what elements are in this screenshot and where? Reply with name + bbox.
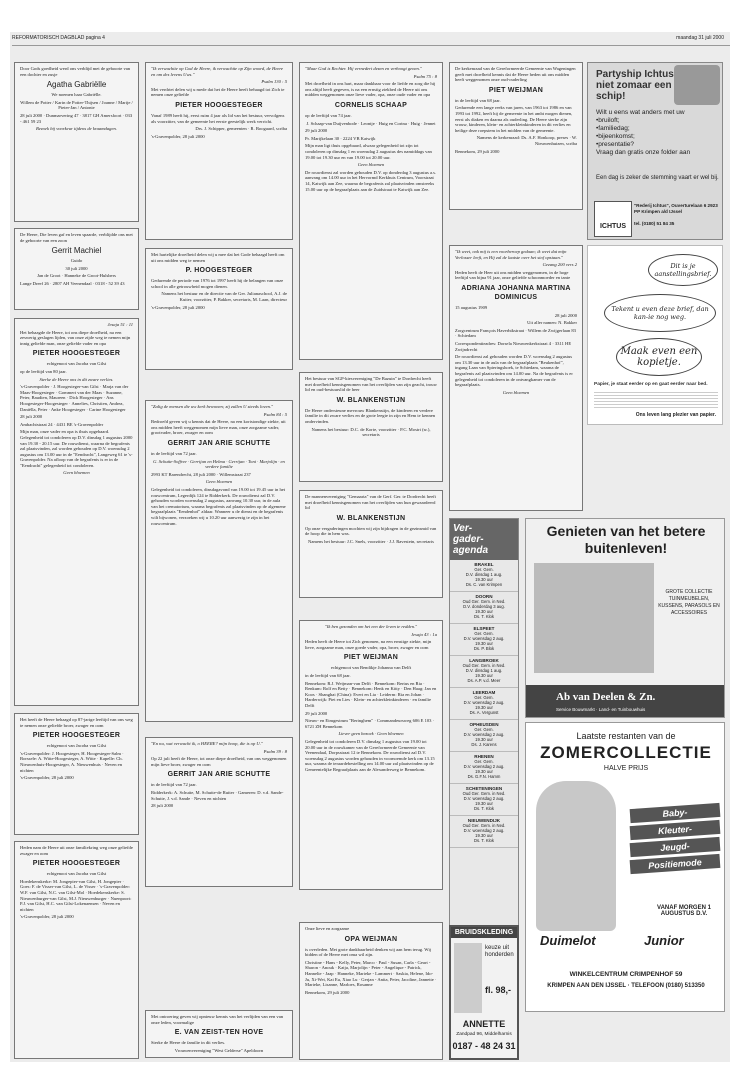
notice-death-hoogesteger-school [145, 248, 293, 370]
notice-age: in de leeftijd van 72 jaar. [151, 450, 197, 456]
notice-death-schutte-2 [145, 737, 293, 887]
notice-sub: We noemen haar Gabriëlle. [51, 92, 102, 98]
notice-family: Bennekom: R.J. Weijman-van Delft · Bennekom: Bertus en Ria · Renkum: Rolf en Betty · Bennekom: Henk en Kitty · Den Haag: Jan en Koos · Shanghai (China): Evert en Lia · Leiderm: Ria en Johan · Harderwijk: Piet en Lies · Klein- en achterkleinkinderen · en familie Delft [305, 680, 437, 708]
notice-text: Het behaagde de Heere, tot ons diepe droefheid, na een zeswerig geslagen lijden, van onze zijde weg te nemen mijn innig geliefde man, onze geliefde vader en opa [20, 329, 131, 346]
notice-name: CORNELIS SCHAAP [334, 101, 408, 109]
agenda-church: Ger. Gem. [474, 727, 494, 732]
agenda-item [450, 720, 518, 752]
zomer-title: ZOMERCOLLECTIE [540, 743, 712, 762]
agenda-place: RHENEN [474, 754, 494, 759]
notice-name: PIETER HOOGESTEGER [32, 860, 121, 868]
bubble-1: Dit is je aanstellingsbrief. [648, 254, 718, 286]
notice-family: 's-Gravenpolder · J. Hoogesteger-van Gilst · Marja van der Maas-Hoogesteger · Gommert van der Maas · Suzanne, Peter, Baudien, Maureen · Dick Hoogesteger · Ans Hoogesteger-Hoogesteger · Annelies, Christien, Andrea, Daniëlla, Peter · Anke Hoogesteger · Carine Hoogesteger [20, 384, 129, 412]
notice-verse-ref: Gezang 200 vers 2 [542, 262, 577, 268]
notice-date: 30 juli 2000 [65, 265, 88, 271]
agenda-time: 19.30 uur [475, 673, 493, 678]
bruids-address: Zandpad 96, Middelharnis [456, 1032, 512, 1037]
notice-date: 's-Gravenpolder, 28 juli 2000 [20, 914, 74, 920]
ichtus-lines [596, 109, 716, 157]
notice-verse: "Ik weet, ook mij is een voorberoep gedaan; ik weet dat mijn Verlosser leeft, en Hij zal de laatste over het stof opstaan." [455, 249, 567, 260]
notice-address: Pr. Marijkelaan 30 · 2224 VB Katwijk [305, 135, 376, 141]
notice-verse-ref: Psalm 39 : 8 [263, 748, 287, 754]
agenda-list [450, 560, 518, 848]
notice-date: Bennekom, 29 juli 2000 [455, 148, 500, 154]
agenda-who: Ds. J. Karens [471, 742, 497, 747]
notice-birth-agatha [14, 62, 139, 222]
agenda-time: 19.30 uur [475, 769, 493, 774]
zomer-tag: Positiemode [630, 854, 721, 874]
notice-death-blankenstijn-1 [299, 372, 443, 482]
papier-smallprint [594, 390, 718, 408]
notice-text: Onze lieve en zorgzame [305, 926, 350, 931]
notice-text: De mannenvereniging "Gemaaria" van de Gerf. Ger. te Dordrecht heeft met droefheid kennisgenomen van het overlijden van hun gewaardeerd lid [305, 494, 436, 511]
genieten-footer [526, 685, 725, 718]
bruids-shop: ANNETTE [462, 1019, 506, 1029]
notice-body: Op onze vergaderingen mochten wij zijn bijdragen in de gezinsmid van de hoop die in hem was. [305, 525, 437, 537]
notice-death-weijman-1 [299, 620, 443, 890]
ichtus-line: •bijeenkomst; [596, 133, 635, 140]
notice-body: Sterke de Heere de familie in dit verlies. [151, 1040, 226, 1046]
agenda-who: Ds. A.P. v.d. Meer [467, 678, 501, 683]
notice-body: Gedurende een lange reeks van jaren, van 1963 tot 1986 en van 1993 tot 1992, heeft hij de gemeente in het ambt mogen dienen, eerst als diaken en daarna als ouderling. De Heere sterke zijn vrouw, kinderen, klein- en achterkleinkinderen in dit verlies en heilige deze roepstem in het midden van de gemeente. [455, 105, 573, 133]
agenda-church: Ger. Gem. [474, 567, 494, 572]
notice-age: in de leeftijd van 68 jaar. [305, 672, 351, 678]
agenda-place: LEERDAM [472, 690, 496, 695]
agenda-who: Ds. T. Klok [474, 806, 494, 811]
agenda-time: 19.30 uur [475, 737, 493, 742]
notice-intro: Door Gods goedheid werd ons verblijd met de geboorte van een dochter en zusje [20, 66, 131, 77]
agenda-header: Ver- gader- agenda [450, 519, 518, 560]
notice-date: 29 juli 2000 [305, 128, 328, 134]
notice-age: op de leeftijd van 80 jaar. [20, 368, 67, 374]
agenda-when: D.V. dinsdag 1 aug. [465, 668, 503, 673]
agenda-item [450, 560, 518, 592]
notice-birth-gerrit [14, 228, 139, 310]
notice-end: Geen bloemen [357, 162, 385, 168]
notice-family: Hoedekenskerke: M. Jongepier-van Gilst, H. Jongepier · Goes: F. de Visser-van Gilst, L. de Visser · 's-Gravenpolder: W.F. van Gilst, N.C. van Gilst-Mol · Hoedekenskerke: S. Nieuwenburger-van Gilst, M.J. Nieuwenburger · Nuenpoort: P.J. van Gilst, H.C. van Gilst-Lokenaensen · Neven en nichten [20, 878, 132, 912]
ichtus-headline: Partyship Ichtus niet zomaar een schip! [596, 69, 674, 102]
ichtus-line: Vraag dan gratis onze folder aan [596, 149, 691, 156]
agenda-who: Ds. G.F.N. Hamm [467, 774, 501, 779]
notice-body: Gelegenheid tot condoleren D.V. dinsdag 1 augustus van 19.00 tot 20.00 uur in de rouwkamer van de Gereformeerde Gemeente van Veenendaal, Dorpsstraat 12 te Bennekom. De rouwdienst zal D.V. woensdag 2 augustus worden gehouden in voornoemde kerk om 13.15 uur, waarna de teraardebestelling om 14.00 uur zal plaatsvinden op de Gemeentelijke Begraafplaats aan de Alexanderweg te Bennekom. [305, 738, 435, 772]
notice-name: PIETER HOOGESTEGER [32, 732, 121, 740]
notice-age: op de leeftijd van 74 jaar. [305, 112, 352, 118]
genieten-sub: GROTE COLLECTIE TUINMEUBELEN, KUSSENS, PARASOLS EN ACCESSOIRES [658, 589, 720, 616]
agenda-place: OPHEUSDEN [469, 722, 499, 727]
notice-sign: Namens het bestuur: J.C. Snels, voorzitter · J.J. Ravestein, secretaris [308, 538, 434, 544]
papier-slogan: Ons leven lang plezier van papier. [635, 412, 716, 418]
ad-bruidskleding [449, 925, 519, 1060]
zomer-top: Laatste restanten van de [576, 731, 676, 741]
notice-sub: Guido [70, 258, 83, 264]
ichtus-line: •familiedag; [596, 125, 630, 132]
notice-sub: echtgenoot van Jacoba van Gilst [46, 361, 107, 367]
notice-name: PIETER HOOGESTEGER [175, 101, 263, 109]
notice-name: PIETER HOOGESTEGER [32, 350, 121, 358]
shop-sub: Service Bouwmarkt · Land- en Tuinbouwhuis [556, 707, 646, 712]
notice-body: Mijn man ligt thuis opgebaard, alwaar gelegenheid tot zijn tot condoleren op dinsdag 1 en woensdag 2 augustus des namiddags van 19.00 tot 19.30 uur en van 19.00 tot 20.00 uur. [305, 143, 432, 160]
notice-death-dominicus [449, 245, 583, 511]
notice-address: Zorgcentrum François Haverhtkstraat · Willem de Zwijgerlaan 83 · Schiedam [455, 327, 576, 339]
notice-name: E. VAN ZEIST-TEN HOVE [174, 1029, 264, 1037]
agenda-place: DOORN [475, 594, 493, 599]
notice-body: Gedurende de periode van 1976 tot 1997 heeft hij de belangen van onze school in alle getrouwheid mogen dienen. [151, 278, 284, 289]
zomer-address: KRIMPEN AAN DEN IJSSEL · TELEFOON (0180) 513350 [547, 983, 705, 989]
notice-death-hoogesteger-1 [14, 318, 139, 706]
bruids-price: fl. 98,- [485, 985, 512, 995]
agenda-place: ELSPEET [473, 626, 495, 631]
agenda-church: Ger. Gem. [474, 759, 494, 764]
agenda-who: Ds. T. Klok [474, 614, 494, 619]
agenda-place: BRAKEL [474, 562, 494, 567]
notice-text: Heden heeft de Heere tot Zich genomen, na een ernstige ziekte, mijn lieve, zorgzame man, onze goede vader, opa, broer, zwager en oom [305, 639, 432, 650]
agenda-time: 19.30 uur [475, 609, 493, 614]
notice-name: GERRIT JAN ARIE SCHUTTE [167, 771, 271, 779]
notice-text: Met verdriet delen wij u mede dat het de Heere heeft behaagd tot Zich te nemen onze geliefde [151, 86, 285, 98]
brand-junior: Junior [644, 933, 684, 948]
notice-family: Jan de Groot · Hanneke de Groot-Hulsbers [37, 273, 116, 279]
agenda-item [450, 624, 518, 656]
shop-name: Ab van Deelen & Zn. [556, 691, 656, 703]
notice-text: Met droefheid in ons hart, maar dankbaar voor de liefde en zorg die hij ons altijd heeft gegeven, is na een ernstig ziekbed de Heere uit ons midden weggenomen onze lieve vader, opa, onze oude vader en opa [305, 81, 436, 98]
header-left: REFORMATORISCH DAGBLAD pagina 4 [12, 35, 105, 41]
notice-date: 's-Gravenpolder, 28 juli 2000 [151, 133, 205, 139]
agenda-when: D.V. dinsdag 1 aug. [465, 572, 503, 577]
notice-address: Nieuw- en Eimgestrum "Beringhem" · Commandeursweg 606 E 103 · 6721 ZH Bennekom [305, 718, 435, 729]
notice-sub: echtgenoot van Jacoba van Gilst [46, 743, 107, 749]
agenda-item [450, 592, 518, 624]
ad-papier [587, 245, 723, 425]
notice-verse-ref: Psalm 130 : 5 [261, 79, 287, 85]
notice-date: Bennekom, 29 juli 2000 [305, 989, 350, 995]
notice-name: ADRIANA JOHANNA MARTINA DOMINICUS [461, 284, 571, 301]
notice-family: Christine - Hans - Kelly, Peter, Marco · Paul - Susan, Carla - Geart - Sharon - Anouk · Katja, Marjolijn - Peter - Angelique - Patrick, Hannelie - Jaap · Hanneke, Marieke - Lammert · Saskia, Helene, Ido-Ju, Xi-Wei, Kai Eu, Xiao Lu · Gerjan - Anita, Peter, Jacoline, Jannette · Marieke, Lisanne, Marloes, Rosanne [305, 959, 437, 988]
ad-ab-van-deelen [525, 518, 725, 718]
notice-name: PIET WEIJMAN [343, 654, 399, 662]
notice-name: P. HOOGESTEGER [185, 267, 253, 275]
agenda-church: Ger. Gem. [474, 695, 494, 700]
notice-death-weijman-church [449, 62, 583, 210]
agenda-who: Ds. C. van Krimpen [465, 582, 503, 587]
notice-family: Ridderkerk: A. Schutte, M. Schutte-de Ruiter · Gameren: D. v.d. Sande-Schutte, J. v.d. Sande · Neven en nichten [151, 789, 284, 801]
agenda-who: Ds. T. Klok [474, 838, 494, 843]
agenda-who: Ds. P. Blok [473, 646, 495, 651]
notice-date: 's-Gravenpolder, 28 juli 2000 [20, 775, 74, 781]
notice-death-schaap [299, 62, 443, 360]
agenda-church: Oud Ger. Gem. in Ned. [462, 663, 506, 668]
agenda-time: 19.30 uur [475, 801, 493, 806]
notice-age: in de leeftijd van 72 jaar. [151, 782, 197, 788]
notice-death-hoogesteger-church [145, 62, 293, 240]
notice-body: is overleden. Met grote dankbaarheid denken wij aan hem terug. Wij bidden of de Heere met oma wil zijn. [305, 946, 432, 958]
notice-address: Lange Dreef 26 · 2807 AH Veenendaal · 0318 - 52 39 43 [20, 280, 125, 286]
notice-family: Willem de Potter / Karin de Potter-Thijsen / Joanne / Marije / Pieter-Jan / Antonie [20, 99, 133, 111]
agenda-item [450, 752, 518, 784]
zomer-tags [630, 803, 720, 874]
zomer-tag: Baby- [630, 803, 721, 823]
notice-date: 15 augustus 1909 [455, 304, 488, 310]
notice-sub: echtgenoot van Jacoba van Gilst [46, 871, 107, 877]
notice-name: W. BLANKENSTIJN [336, 514, 406, 522]
agenda-time: 19.30 uur [475, 705, 493, 710]
ichtus-line: Wilt u eens wat anders met uw [596, 109, 685, 116]
notice-address: Ambachtstraat 24 · 4431 BE 's-Gravenpolder [20, 421, 104, 427]
notice-death-hoogesteger-2 [14, 713, 139, 835]
notice-text: Met hartelijke droefheid delen wij u mee dat het Gode behaagd heeft om uit ons midden weg te nemen [151, 252, 285, 263]
ad-ichtus [587, 62, 723, 240]
notice-sub: echtgenoot van Bendikje Johanna van Delft [330, 665, 412, 671]
notice-verse: "Zalig de mensen die uw kerk bewonen; zij zullen U steeds loven." [151, 404, 273, 409]
agenda-church: Oud Ger. Gem. in Ned. [462, 791, 506, 796]
notice-death-opa-weijman [299, 922, 443, 1060]
notice-text: De kerkenraad van de Gereformeerde Gemeente van Wageningen geeft met droefheid kennis dat de Heere heden uit ons midden heeft weggenomen onze oud-ouderling [455, 66, 576, 83]
agenda-when: D.V. woensdag 2 aug. [463, 700, 505, 705]
agenda-item [450, 816, 518, 848]
header-right: maandag 31 juli 2000 [676, 35, 724, 41]
ichtus-logo: ICHTUS [594, 201, 632, 237]
notice-text: Bedroefd geven wij u kennis dat de Heere, na een kortstondige ziekte, uit ons midden heeft weggenomen mijn lieve man, onze zorgzame vader, grootvader, broer, zwager en oom [151, 419, 286, 436]
agenda-time: 19.30 uur [475, 577, 493, 582]
zomer-tag: Kleuter- [630, 820, 721, 840]
notice-correspondence: Correspondentieadres: Dorsela Nieuwenkerkstraat 4 · 3311 HE Zwijndrecht [455, 340, 572, 352]
notice-death-schutte-1 [145, 400, 293, 722]
agenda-who: Ds. A. Vergunst [469, 710, 499, 715]
agenda-place: SCHETENINGEN [465, 786, 503, 791]
notice-sign: Uit aller namen: N. Bakker [527, 320, 577, 326]
notice-end: Geen bloemen [63, 470, 90, 476]
bubble-2: Tekent u even deze brief, dan kan-ie nog weg. [604, 294, 716, 332]
notice-body: De Heere ondersteune mevrouw Blankenstijn, de kinderen en verdere familie in dit zware verlies en de grote leegte in zijn en Hem te kennen ondervinden. [305, 407, 436, 424]
notice-body: Gelegenheid tot condoleren, dinsdagavond van 19.00 tot 19.45 uur in het rouwcentrum, Legerdijk 124 te Ridderkerk. De rouwdienst zal D.V. gehouden worden woensdag 2 augustus, aanvang 10.30 uur, in de aula van het crematorium, waarna begrafenis zal plaatsvinden op de algemene begraafplaats "Eendenhof" aldaar. Wanneer u de dienst en de begrafenis wilt bijwonen, verzoeken wij u 10.20 uur aanwezig te zijn in het rouwcentrum. [151, 486, 286, 526]
notice-sign: Namens het bestuur: D.C. de Korte, voorzitter · P.C. Mostrt (sr.), secretaris [311, 426, 431, 438]
notice-note: Bezoek bij voorkeur tijdens de kraamdagen. [36, 126, 117, 132]
agenda-when: D.V. woensdag 2 aug. [463, 764, 505, 769]
notice-end: Geen bloemen [502, 389, 530, 395]
notice-date-2: 28 juli 2000 [554, 312, 577, 318]
ichtus-phone: tel. (0180) 51 84 35 [634, 221, 675, 226]
notice-body: Vanaf 1989 heeft hij, eerst ruim 4 jaar als lid van het bestuur, vervolgens als voorzitter, van de gemeente het eerste geestelijk werk verricht. [151, 112, 285, 124]
agenda-when: D.V. woensdag 2 aug. [463, 828, 505, 833]
page-header [12, 33, 730, 46]
zomer-center: WINKELCENTRUM CRIMPENHOF 59 [569, 971, 683, 978]
notice-body: Mijn man, onze vader en opa is thuis opgebaard. Gelegenheid tot condoleren op D.V. dinsdag 1 augustus 2000 van 19.30 - 20.15 uur. De rouwdienst, waarna de begrafenis zal plaatsvinden, zal worden gehouden op D.V. woensdag 2 augustus om 13.00 uur in de "Eendracht", Langeweg 61 te 's-Gravenpolder. Na afloop van de begrafenis is er in de "Eendracht" gelegenheid tot condoleren. [20, 429, 133, 468]
agenda-item [450, 688, 518, 720]
notice-text: Op 22 juli heeft de Heere, tot onze diepe droefheid, van ons weggenomen mijn lieve broer, zwager en oom [151, 756, 287, 767]
notice-name: GERRIT JAN ARIE SCHUTTE [167, 439, 271, 447]
notice-verse: "En nu, wat verwacht ik, o HEERE? mijn hoop, die is op U." [151, 741, 263, 746]
notice-sign: Namens de kerkenraad: Ds. A.F. Honkoop, preses · W. Nieuwenhuizen, scriba [476, 135, 577, 146]
bruids-phone: 0187 - 48 24 31 [452, 1041, 516, 1051]
garden-photo [534, 563, 654, 673]
ichtus-line: •presentatie? [596, 141, 635, 148]
notice-verse-ref: Psalm 75 : 8 [413, 73, 437, 79]
zomer-half: HALVE PRIJS [603, 765, 649, 772]
notice-verse: Jesaja 51 : 11 [107, 322, 133, 327]
notice-text: Het bestuur van SGP-kiesvereniging "De Bazuin" te Dordrecht heeft met droefheid kennisgenomen van het overlijden van zijn geacht, trouw lid en oud-bestuurslid de heer [305, 376, 437, 393]
genieten-title: Genieten van het betere buitenleven! [546, 523, 706, 556]
notice-date: 28 juli 2000 [20, 414, 43, 420]
notice-date: 28 juli 2000 [151, 803, 174, 809]
agenda-place: LANGBROEK [469, 658, 499, 663]
notice-date: 's-Gravenpolder, 28 juli 2000 [151, 304, 205, 310]
notice-text: Met ontroering geven wij opnieuw kennis van het verlijden van een van onze leden, voormalige [151, 1014, 284, 1025]
notice-verse-ref: Jesaja 43 : 1a [411, 631, 437, 637]
notice-sign: Drs. J. Schipper, gemeenten · R. Boogaard, scriba [195, 126, 287, 132]
papier-footline: Papier, je staat eerder op en gaat eerder naar bed. [594, 382, 708, 387]
notice-sign: Namens het bestuur en de directie van de Ger. Julianaschool, A.J. de Kuiter, voorzitter, P. Bakker, secretaris, M. Laan, directeur [161, 291, 287, 302]
zomer-tag: Jeugd- [630, 837, 721, 857]
notice-name: Agatha Gabriëlle [46, 80, 107, 90]
notice-verse-ref: Psalm 84 : 5 [263, 411, 287, 417]
agenda-when: D.V. woensdag 2 aug. [463, 796, 505, 801]
notice-end: Geen bloemen [205, 479, 233, 485]
ichtus-address: "Rederij Ichtus", Ouverturelaan 6 2923 PP Krimpen a/d IJssel [634, 203, 718, 214]
notice-death-blankenstijn-2 [299, 490, 443, 598]
child-photo [536, 781, 616, 931]
notice-name: OPA WEIJMAN [344, 935, 398, 943]
agenda-item [450, 784, 518, 816]
ad-zomercollectie [525, 722, 725, 1012]
agenda-when: D.V. woensdag 2 aug. [463, 732, 505, 737]
notice-body: De rouwdienst zal gehouden worden D.V. woensdag 2 augustus om 13.30 uur in de aula van de begraafplaats "Beukenhof", ingang Laan van Spieringshoek, te Schiedam, waarna de begrafenis zal plaatsvinden om 14.00 uur. Na de begrafenis is er gelegenheid tot condoleren in de ontvangkamer van de begraafplaats. [455, 354, 573, 388]
notice-death-hoogesteger-3 [14, 841, 139, 1059]
notice-sign: Vrouwenvereniging "West Gelderse" Apeldoorn [174, 1047, 264, 1053]
ichtus-line: •bruiloft; [596, 117, 620, 124]
brand-duimelot: Duimelot [540, 933, 596, 948]
bruids-line: keuze uit honderden [485, 945, 514, 958]
notice-text: Heden heeft de Heer uit ons midden weggenomen, in de hoge leeftijd van bijna 91 jaar, onze geliefde schoonmoeder en tante [455, 269, 571, 281]
notice-family: 's-Gravenpolder: J. Hoogesteger, H. Hoogesteger-Salm · Borssele: A. Witte-Hoogesteger, A. Witte · Kapelle: Ch. Nieuwenhuis-Hoogesteger, A. Nieuwenhuis · Neven en nichten [20, 750, 124, 773]
notice-address: 28 juli 2000 · Dunmarvering 47 · 3817 GH Amersfoort · 033 - 461 59 23 [20, 112, 133, 124]
notice-family: G. Schutte-Soffree · Gerrijan en Helma · Gerrijan · Toni · Marjolijn · en verdere familie [153, 458, 285, 470]
notice-name: Gerrit Machiel [51, 246, 102, 256]
notice-death-van-zeist [145, 1010, 293, 1058]
notice-verse: "Ik verwachtte op God de Heere, ik verwachtte op Zijn woord, de Heere en om des levens Uws." [151, 66, 284, 77]
agenda-time: 19.30 uur [475, 833, 493, 838]
notice-name: PIET WEIJMAN [488, 86, 544, 94]
notice-date: 29 juli 2000 [305, 710, 328, 716]
agenda-when: D.V. donderdag 3 aug. [463, 604, 505, 609]
agenda-place: NIEUWENDIJK [467, 818, 501, 823]
agenda-item [450, 656, 518, 688]
notice-body-2: De rouwdienst zal worden gehouden D.V. op donderdag 3 augustus a.s. aanvang om 14.00 uur in het Hervormd Kerkhuis Centrum, Voorstraat 14, Katwijk aan Zee, waarna de begrafenis zal plaatsvinden omstreeks 15.00 uur op de begraafplaats aan de Zuidstraat te Katwijk aan Zee. [305, 169, 437, 192]
notice-name: W. BLANKENSTIJN [336, 396, 406, 404]
agenda-church: Oud Ger. Gem. in Ned. [462, 599, 506, 604]
notice-text: Het heeft de Heere behaagd op 87-jarige leeftijd van ons weg te nemen onze geliefde broer, zwager en oom [20, 717, 133, 728]
agenda-church: Oud Ger. Gem. in Ned. [462, 823, 506, 828]
notice-address: 2993 KT Barendrecht, 28 juli 2000 · Willemstraat 237 [151, 471, 251, 477]
ship-photo [674, 65, 720, 105]
agenda-when: D.V. woensdag 2 aug. [463, 636, 505, 641]
dress-photo [454, 943, 482, 1013]
notice-verse: "Ik ben gezonden om het een der leven te redden." [324, 624, 418, 629]
notice-family: J. Schaap-van Duijvenbode · Leontje · Huig en Corina · Huig · Jennet [306, 120, 436, 126]
agenda-time: 19.30 uur [475, 641, 493, 646]
notice-end: Liever geen bezoek · Geen bloemen [338, 731, 404, 737]
zomer-vanaf: VANAF MORGEN 1 AUGUSTUS D.V. [657, 905, 711, 917]
notice-text: Heden nam de Heere uit onze familiekring weg onze geliefde zwager en oom [20, 845, 133, 856]
notice-intro: De Heere, Die leven gaf en leven spaarde, verblijdde ons met de geboorte van een zoon [20, 232, 133, 243]
notice-age: in de leeftijd van 68 jaar. [455, 97, 501, 103]
bruids-title: BRUIDSKLEDING [451, 927, 517, 938]
notice-motto: Sterke de Heere ons in dit zware verlies. [39, 376, 114, 382]
agenda-church: Ger. Gem. [474, 631, 494, 636]
notice-verse: "Maar God is Rechter. Hij vernedert dezen en verhoogt genen." [305, 66, 422, 71]
ichtus-tagline: Een dag is zeker de stemming vaart er wel bij. [596, 175, 719, 181]
bubble-3: Maak even een kopietje. [616, 338, 702, 376]
